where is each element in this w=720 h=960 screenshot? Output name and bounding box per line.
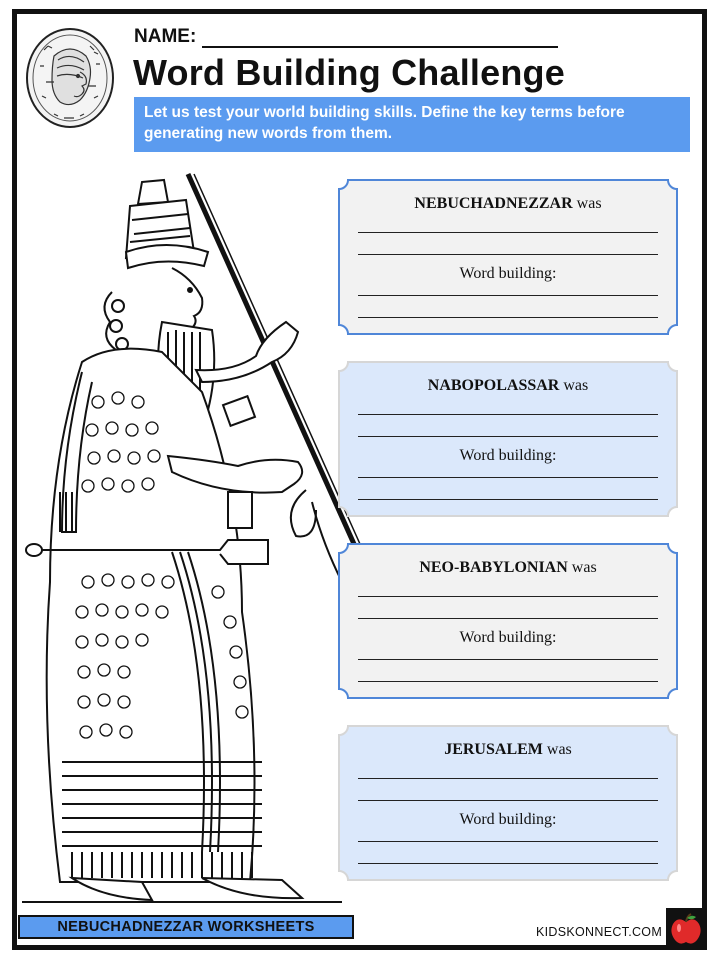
name-label: NAME:: [134, 26, 197, 47]
answer-line[interactable]: [358, 232, 658, 233]
answer-line[interactable]: [358, 800, 658, 801]
card-was: was: [576, 195, 602, 212]
term-card-jerusalem: [338, 725, 678, 881]
answer-line[interactable]: [358, 681, 658, 682]
card-term: NEBUCHADNEZZAR: [414, 195, 573, 212]
assyrian-king-illustration: [22, 172, 362, 910]
answer-line[interactable]: [358, 254, 658, 255]
card-term: NABOPOLASSAR: [427, 377, 560, 394]
word-building-label: Word building:: [459, 265, 557, 282]
card-was: was: [546, 741, 572, 758]
card-was: was: [563, 377, 589, 394]
card-term-line: [338, 741, 678, 759]
answer-line[interactable]: [358, 477, 658, 478]
answer-line[interactable]: [358, 863, 658, 864]
term-card-neo-babylonian: [338, 543, 678, 699]
apple-logo: [666, 908, 706, 948]
answer-line[interactable]: [358, 499, 658, 500]
page-title: Word Building Challenge: [133, 52, 565, 93]
instructions-banner: Let us test your world building skills. Define the key terms before generating new words from them.: [134, 97, 690, 152]
name-field: [134, 26, 558, 48]
answer-line[interactable]: [358, 618, 658, 619]
site-label: KIDSKONNECT.COM: [536, 925, 663, 939]
answer-line[interactable]: [358, 317, 658, 318]
card-term: JERUSALEM: [444, 741, 543, 758]
word-building-label: Word building:: [459, 811, 557, 828]
answer-line[interactable]: [358, 841, 658, 842]
coin-portrait-icon: [24, 26, 116, 130]
card-term: NEO-BABYLONIAN: [419, 559, 568, 576]
word-building-label: Word building:: [459, 629, 557, 646]
answer-line[interactable]: [358, 778, 658, 779]
answer-line[interactable]: [358, 414, 658, 415]
name-blank-line[interactable]: [202, 28, 558, 48]
card-was: was: [571, 559, 597, 576]
card-term-line: [338, 559, 678, 577]
card-term-line: [338, 377, 678, 395]
word-building-label: Word building:: [459, 447, 557, 464]
term-card-nebuchadnezzar: [338, 179, 678, 335]
answer-line[interactable]: [358, 436, 658, 437]
answer-line[interactable]: [358, 659, 658, 660]
card-term-line: [338, 195, 678, 213]
answer-line[interactable]: [358, 596, 658, 597]
term-card-nabopolassar: [338, 361, 678, 517]
answer-line[interactable]: [358, 295, 658, 296]
apple-icon: [666, 908, 706, 948]
worksheet-label: NEBUCHADNEZZAR WORKSHEETS: [18, 915, 354, 939]
